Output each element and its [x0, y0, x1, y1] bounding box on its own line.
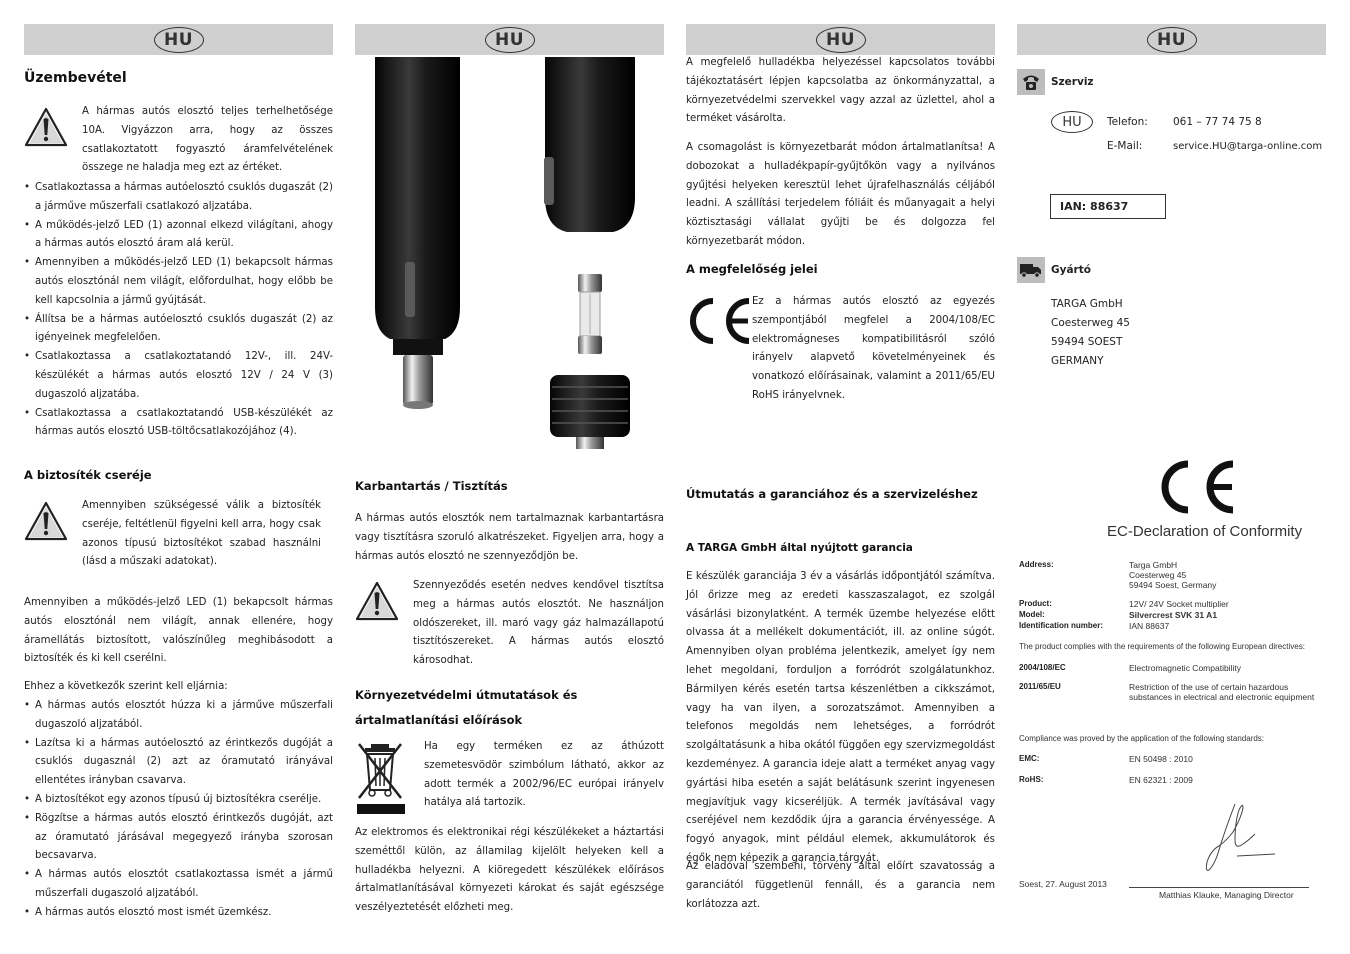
- manufacturer-address: [1051, 295, 1350, 371]
- standard-value: EN 62321 : 2009: [1129, 775, 1193, 785]
- address-value: Targa GmbH: [1129, 560, 1178, 570]
- service-contact: [1051, 111, 1331, 157]
- waste-paragraph: A megfelelő hulladékba helyezéssel kapcsolatos további tájékoztatásért lépjen kapcsolatba az önkormányzattal, a környezetvédelmi szervekkel vagy azzal az üzlettel, ahol a terméket vásárolta.: [686, 57, 995, 125]
- signatory: Matthias Klauke, Managing Director: [1159, 890, 1294, 900]
- crossed-bin-icon: [355, 738, 407, 818]
- list-item: • Csatlakoztassa a csatlakoztatandó 12V-, ill. 24V- készülékét a hármas autós elosztó 12V / 24 V (3) dugaszoló aljzatába.: [24, 348, 333, 404]
- ian-box: IAN: 88637: [1050, 194, 1166, 219]
- phone-label: Telefon:: [1107, 116, 1148, 128]
- list-item: • A működés-jelző LED (1) azonnal elkezd világítani, ahogy a hármas autós elosztó áram alá kerül.: [24, 217, 333, 255]
- hu-badge: HU: [485, 27, 535, 53]
- list-item: • A biztosítékot egy azonos típusú új biztosítékra cserélje.: [24, 791, 333, 810]
- model-key: Model:: [1019, 610, 1045, 619]
- hu-badge: HU: [154, 27, 204, 53]
- fuse-paragraph: Amennyiben a működés-jelző LED (1) bekapcsolt hármas autós elosztónál nem világít, annak ellenére, hogy áramellátás biztosított, valószínűleg meghibásodott a biztosíték és ki kell cserélni.: [24, 597, 333, 665]
- product-key: Product:: [1019, 599, 1052, 608]
- ce-mark-icon: [686, 296, 752, 346]
- model-value: Silvercrest SVK 31 A1: [1129, 610, 1218, 620]
- list-item: • A hármas autós elosztót húzza ki a járműve műszerfali dugaszoló aljzatából.: [24, 697, 333, 735]
- standard-key: EMC:: [1019, 754, 1040, 763]
- country-badge: HU: [1051, 111, 1093, 133]
- email-label: E-Mail:: [1107, 140, 1143, 152]
- phone-value: 061 – 77 74 75 8: [1173, 116, 1262, 128]
- fuse-warning-text: Amennyiben szükségessé válik a biztosíték cseréje, feltétlenül figyelni kell arra, hogy csak azonos típusú biztosítékot szabad használni (lásd a műszaki adatokat).: [82, 500, 321, 568]
- directive-key: 2011/65/EU: [1019, 682, 1061, 691]
- column-2: [355, 24, 664, 944]
- list-item: • Csatlakoztassa a csatlakoztatandó USB-készülékét az hármas autós elosztó USB-töltőcsatlakozójához (4).: [24, 405, 333, 443]
- list-item: • Amennyiben a működés-jelző LED (1) bekapcsolt hármas autós elosztónál nem világít, előfordulhat, hogy előbb be kell kapcsolnia a jármű gyújtását.: [24, 254, 333, 310]
- cleaning-warning: [355, 577, 664, 671]
- weee-text: Ha egy terméken ez az áthúzott szemetesvödör szimbólum látható, akkor az adott termék a 2002/96/EC európai irányelv hatálya alá tartozik.: [424, 741, 664, 809]
- maintenance-title: Karbantartás / Tisztítás: [355, 479, 508, 493]
- fuse-intro: Ehhez a következők szerint kell eljárnia:: [24, 681, 228, 692]
- ident-value: IAN 88637: [1129, 621, 1170, 631]
- manufacturer-heading: [1017, 257, 1326, 283]
- ec-declaration: [1017, 454, 1326, 924]
- fuse-steps: [24, 697, 333, 923]
- environment-title: Környezetvédelmi útmutatások és ártalmatlanítási előírások: [355, 688, 578, 727]
- warranty-subtitle: A TARGA GmbH által nyújtott garancia: [686, 542, 913, 554]
- disposal-paragraph: Az elektromos és elektronikai régi készülékeket a háztartási szeméttől külön, az államilag kijelölt helyeken kell a hulladékba helyezni. A kiöregedett készülékek előírásos ártalmatlanításával környezeti károkat és saját egészsége veszélyeztetését előzheti meg.: [355, 827, 664, 914]
- maintenance-paragraph: A hármas autós elosztók nem tartalmaznak karbantartásra vagy tisztításra szoruló alkatrészeket. Figyeljen arra, hogy a hármas autós elosztó ne szennyeződjön be.: [355, 513, 664, 562]
- address-line: 59494 SOEST: [1051, 336, 1123, 348]
- manufacturer-label: Gyártó: [1051, 264, 1091, 276]
- warning-icon: [24, 103, 68, 178]
- warranty-paragraph: E készülék garanciája 3 év a vásárlás időpontjától számítva. Jól őrizze meg az eredeti kasszaszalagot, ez szolgál vásárlási bizonylatként. A termék üzembe helyezése előtt olvassa át a mellékelt dokumentációt, ill. az online súgót. Amennyiben olyan probléma jelentkezik, amelyet így nem lehet megoldani, forduljon a forródrót szolgálatunkhoz. Bármilyen kérés esetén tartsa készenlétben a cikkszámot, vagy ha van ilyen, a sorozatszámot. Amennyiben a telefonos megoldás nem lehetséges, a forródrót szolgáltatásunk a hiba okától függően egy szervizmegoldást kezdeményez. A garancia ideje alatt a terméket anyag vagy gyártási hiba esetén a saját belátásunk szerint ingyenesen megjavítjuk vagy kicseréljük. A termék javításával vagy cseréjével nem kezdődik újra a garancia érvényessége. A fogyó anyagok, mint például elemek, akkumulátorok és égők nem képezik a garancia tárgyát.: [686, 571, 995, 864]
- startup-steps: [24, 179, 333, 442]
- column-3: [686, 24, 995, 944]
- address-line: TARGA GmbH: [1051, 298, 1123, 310]
- list-item: • A hármas autós elosztót csatlakoztassa ismét a jármű műszerfali dugaszoló aljzatából.: [24, 866, 333, 904]
- email-value: service.HU@targa-online.com: [1173, 140, 1323, 152]
- statutory-paragraph: Az eladóval szembeni, törvény által előírt szavatosság a garanciától függetlenül fennáll, és a garancia nem korlátozza azt.: [686, 861, 995, 910]
- startup-title: Üzembevétel: [24, 70, 127, 86]
- conformity-title: A megfelelőség jelei: [686, 262, 818, 276]
- ce-row: [686, 293, 995, 406]
- truck-icon: [1017, 257, 1045, 283]
- directive-key: 2004/108/EC: [1019, 663, 1066, 672]
- language-header: [355, 24, 664, 55]
- weee-row: [355, 738, 664, 818]
- standards-text: Compliance was proved by the application of the following standards:: [1019, 734, 1265, 743]
- warranty-title: Útmutatás a garanciához és a szervizeléshez: [686, 487, 978, 501]
- language-header: [686, 24, 995, 55]
- standard-key: RoHS:: [1019, 775, 1044, 784]
- declaration-date: Soest, 27. August 2013: [1019, 879, 1107, 889]
- fuse-title: A biztosíték cseréje: [24, 468, 152, 482]
- signature-line: [1129, 887, 1309, 888]
- service-label: Szerviz: [1051, 76, 1094, 88]
- ident-key: Identification number:: [1019, 621, 1103, 630]
- complies-text: The product complies with the requirements of the following European directives:: [1019, 642, 1305, 651]
- address-line: Coesterweg 45: [1051, 317, 1130, 329]
- list-item: • Rögzítse a hármas autós elosztó érintkezős dugóját, azt az óramutató járásával megegyező irányba szorosan becsavarva.: [24, 810, 333, 866]
- fuse-warning: [24, 497, 333, 572]
- signature: [1185, 800, 1277, 874]
- capacity-warning: [24, 103, 333, 178]
- capacity-warning-text: A hármas autós elosztó teljes terhelhetősége 10A. Vigyázzon arra, hogy az összes csatlakoztatott fogyasztó áramfelvételének összege ne haladja meg ezt az értéket.: [82, 106, 333, 174]
- address-value: Coesterweg 45: [1129, 570, 1187, 580]
- ce-mark-icon: [1153, 458, 1239, 516]
- address-key: Address:: [1019, 560, 1054, 569]
- column-4: [1017, 24, 1326, 944]
- hu-badge: HU: [816, 27, 866, 53]
- declaration-title: EC-Declaration of Conformity: [1107, 523, 1303, 540]
- phone-icon: [1017, 69, 1045, 95]
- list-item: • Lazítsa ki a hármas autóelosztó az érintkezős dugóját a csuklós dugasznál (2) azt az óramutató irányával ellentétes irányban csavarva.: [24, 735, 333, 791]
- packaging-paragraph: A csomagolást is környezetbarát módon ártalmatlanítsa! A dobozokat a hulladékpapír-gyűjtőkön vagy a nyilvános gyűjtési helyeken keresztül lehet újrafelhasználás céljából leadni. A szállítási terjedelem fóliáit és műanyagait a helyi köztisztasági vállalat gyűjti be és dolgozza fel környezetbarát módon.: [686, 142, 995, 247]
- list-item: • A hármas autós elosztó most ismét üzemkész.: [24, 904, 333, 923]
- standard-value: EN 50498 : 2010: [1129, 754, 1193, 764]
- cleaning-warning-text: Szennyeződés esetén nedves kendővel tisztítsa meg a hármas autós elosztót. Ne használjon oldószereket, ill. maró vagy gáz halmazállapotú tisztítószereket. A hármas autós elosztó károsodhat.: [413, 580, 664, 667]
- list-item: • Csatlakoztassa a hármas autóelosztó csuklós dugaszát (2) a járműve műszerfali csatlakozó aljzatába.: [24, 179, 333, 217]
- address-value: 59494 Soest, Germany: [1129, 580, 1217, 590]
- address-line: GERMANY: [1051, 355, 1104, 367]
- list-item: • Állítsa be a hármas autóelosztó csuklós dugaszát (2) az igényeinek megfelelően.: [24, 311, 333, 349]
- ce-text: Ez a hármas autós elosztó az egyezés szempontjából megfelel a 2004/108/EC elektromágneses kompatibilitásról szóló irányelv alapvető követelményeinek és vonatkozó előírásainak, valamint a 2011/65/EU RoHS irányelvnek.: [752, 296, 995, 401]
- hu-badge: HU: [1147, 27, 1197, 53]
- directive-value: Restriction of the use of certain hazardous substances in electrical and electronic equipment: [1129, 682, 1315, 702]
- language-header: [24, 24, 333, 55]
- language-header: [1017, 24, 1326, 55]
- column-1: [24, 24, 333, 944]
- product-value: 12V/ 24V Socket multiplier: [1129, 599, 1229, 609]
- fuse-replacement-illustration: [355, 57, 664, 449]
- warning-icon: [355, 577, 399, 671]
- warning-icon: [24, 497, 68, 572]
- service-heading: [1017, 69, 1326, 95]
- directive-value: Electromagnetic Compatibility: [1129, 663, 1241, 673]
